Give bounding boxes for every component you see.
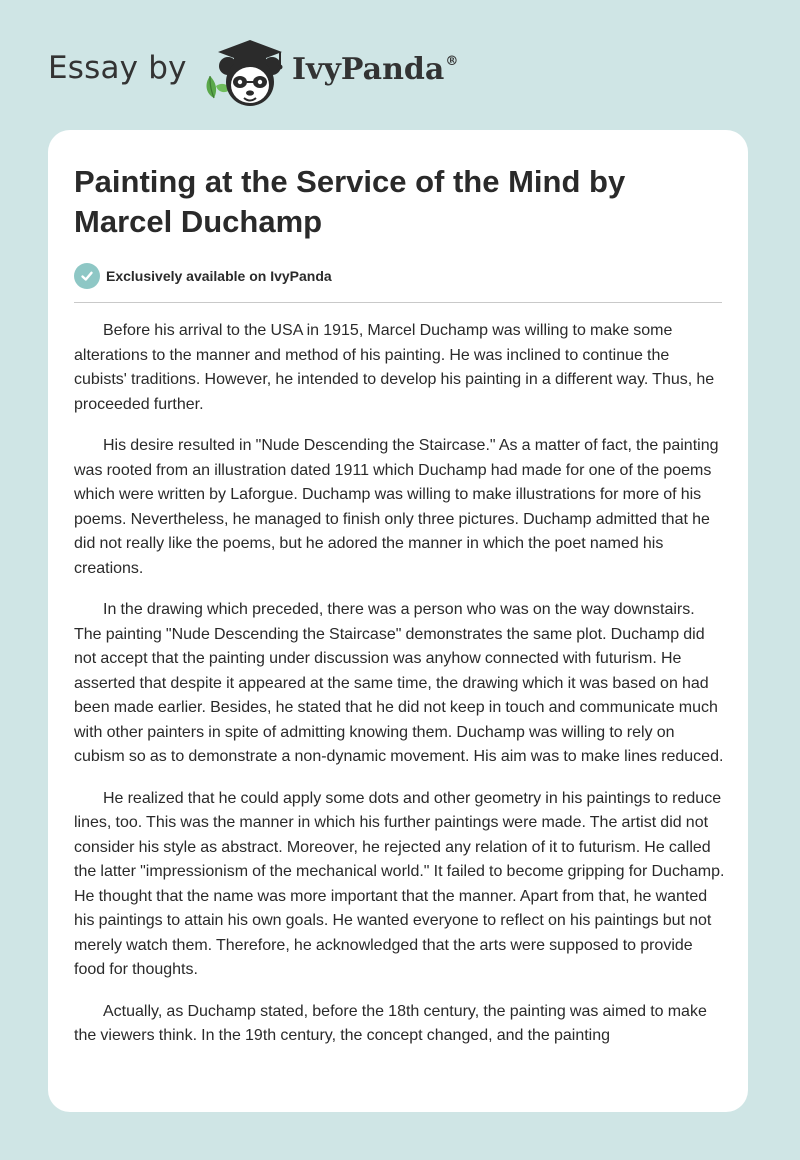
panda-graduate-logo-icon[interactable] xyxy=(200,36,298,110)
brand-name[interactable]: IvyPanda® xyxy=(292,52,459,87)
essay-card xyxy=(48,130,748,1112)
paragraph-3: In the drawing which preceded, there was a person who was on the way downstairs. The painting "Nude Descending the Staircase" demonstrates the same plot. Duchamp did not accept that the painting under discussion was anyhow connected with futurism. He asserted that despite it appeared at the same time, the drawing which it was based on had been made earlier. Besides, he stated that he did not keep in touch and communicate much with other painters in spite of admitting knowing them. Duchamp was willing to rely on cubism so as to demonstrate a non-dynamic movement. His aim was to make lines reduced. xyxy=(74,601,724,765)
essay-title: Painting at the Service of the Mind by Marcel Duchamp xyxy=(74,164,626,239)
paragraph-5: Actually, as Duchamp stated, before the 18th century, the painting was aimed to make the viewers think. In the 19th century, the concept changed, and the painting xyxy=(74,1002,707,1044)
divider xyxy=(74,302,722,303)
paragraph-1: Before his arrival to the USA in 1915, Marcel Duchamp was willing to make some alterations to the manner and method of his painting. He was inclined to continue the cubists' traditions. However, he intended to develop his painting in a different way. Thus, he proceeded further. xyxy=(74,322,715,413)
exclusive-label: Exclusively available on IvyPanda xyxy=(106,268,332,284)
essay-by-label: Essay by xyxy=(48,50,187,86)
exclusive-badge xyxy=(74,263,332,289)
site-header xyxy=(48,36,508,110)
paragraph-4: He realized that he could apply some dots and other geometry in his paintings to reduce lines, too. This was the manner in which his further paintings were made. The artist did not consider his style as abstract. Moreover, he rejected any relation of it to futurism. He called the latter "impressionism of the mechanical world." It failed to become gripping for Duchamp. He thought that the name was more important that the manner. Apart from that, he wanted his paintings to attain his own goals. He wanted everyone to reflect on his paintings but not merely watch them. Therefore, he acknowledged that the arts were supposed to provide food for thoughts. xyxy=(74,789,725,978)
paragraph-2: His desire resulted in "Nude Descending the Staircase." As a matter of fact, the painting was rooted from an illustration dated 1911 which Duchamp had made for one of the poems which were written by Laforgue. Duchamp was willing to make illustrations for more of his poems. Nevertheless, he managed to finish only three pictures. Duchamp admitted that he did not really like the poems, but he adored the manner in which the poet named his creations. xyxy=(74,437,719,577)
essay-body xyxy=(74,319,726,1066)
registered-mark: ® xyxy=(445,54,459,69)
checkmark-icon xyxy=(74,263,100,289)
